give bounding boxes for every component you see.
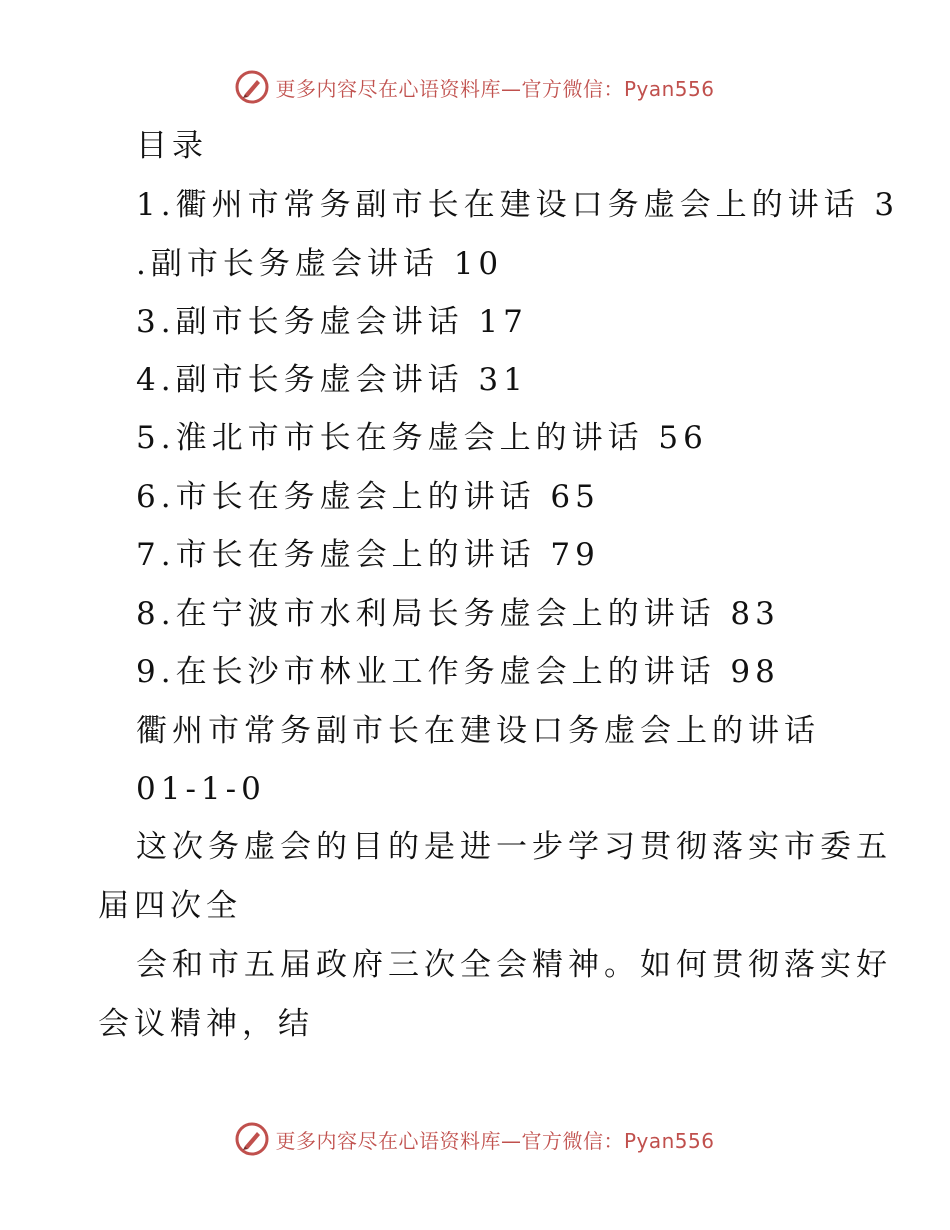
toc-entry-9: 9.在长沙市林业工作务虚会上的讲话 98 xyxy=(136,654,780,690)
toc-entry-1: 1.衢州市常务副市长在建设口务虚会上的讲话 3 xyxy=(136,187,900,223)
toc-entry-7: 7.市长在务虚会上的讲话 79 xyxy=(136,537,600,573)
toc-entry-4: 4.副市长务虚会讲话 31 xyxy=(136,362,528,398)
toc-heading: 目录 xyxy=(136,128,208,164)
pen-logo-icon xyxy=(235,70,269,104)
toc-entry-5: 5.淮北市市长在务虚会上的讲话 56 xyxy=(136,420,708,456)
paragraph-line-3: 会和市五届政府三次全会精神。如何贯彻落实好 xyxy=(136,947,892,983)
toc-entry-3: 3.副市长务虚会讲话 17 xyxy=(136,304,528,340)
section-date: 01-1-0 xyxy=(136,771,266,807)
toc-entry-8: 8.在宁波市水利局长务虚会上的讲话 83 xyxy=(136,596,780,632)
toc-entry-6: 6.市长在务虚会上的讲话 65 xyxy=(136,479,600,515)
paragraph-line-2: 届四次全 xyxy=(98,888,242,924)
pen-logo-icon xyxy=(235,1122,269,1156)
watermark-bottom xyxy=(0,1122,950,1156)
watermark-text: 更多内容尽在心语资料库—官方微信：Pyan556 xyxy=(275,76,715,101)
toc-entry-2: .副市长务虚会讲话 10 xyxy=(136,246,504,282)
paragraph-line-4: 会议精神，结 xyxy=(98,1006,314,1042)
paragraph-line-1: 这次务虚会的目的是进一步学习贯彻落实市委五 xyxy=(136,829,892,865)
watermark-text: 更多内容尽在心语资料库—官方微信：Pyan556 xyxy=(275,1128,715,1153)
section-title: 衢州市常务副市长在建设口务虚会上的讲话 xyxy=(136,713,820,749)
watermark-top xyxy=(0,70,950,104)
